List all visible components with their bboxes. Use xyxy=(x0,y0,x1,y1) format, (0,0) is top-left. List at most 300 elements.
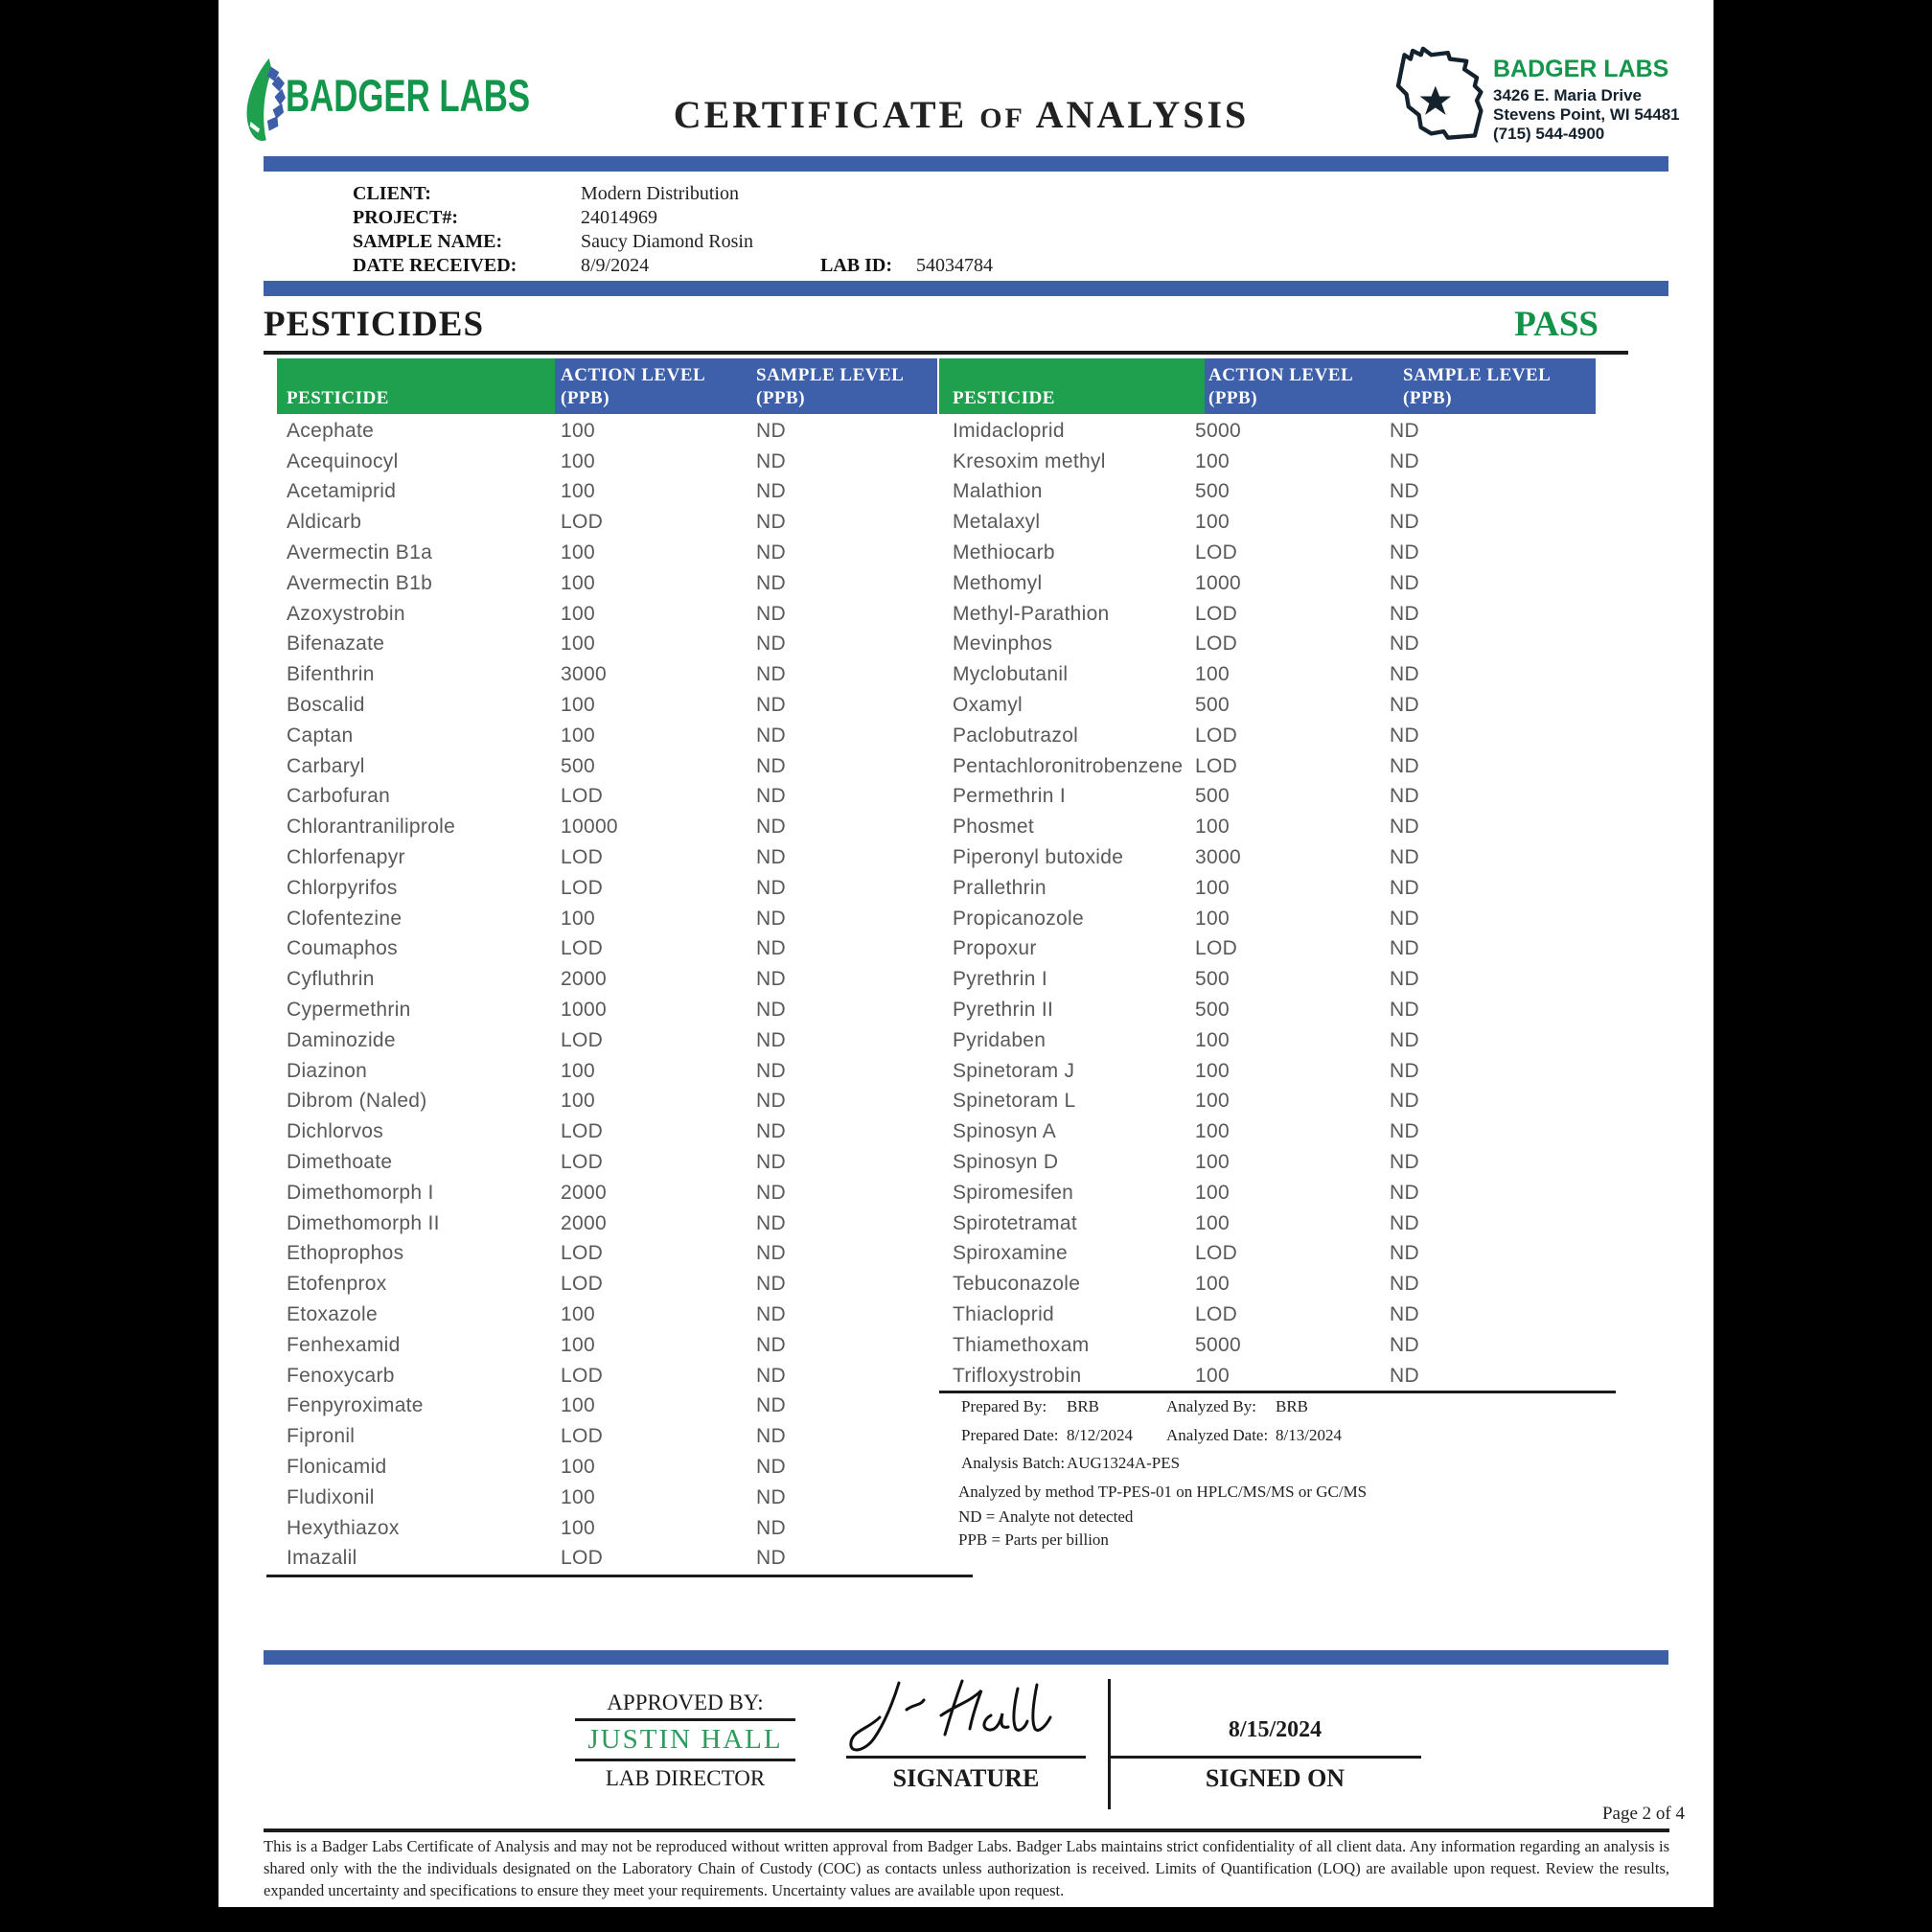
pesticide-name: Spinetoram J xyxy=(953,1059,1075,1082)
action-level-value: 2000 xyxy=(561,1211,607,1234)
table-row xyxy=(277,1330,937,1361)
action-level-value: 500 xyxy=(1195,480,1230,503)
sample-level-value: ND xyxy=(1390,999,1419,1022)
pesticide-name: Flonicamid xyxy=(287,1455,387,1478)
pesticide-name: Etofenprox xyxy=(287,1273,387,1296)
table-row xyxy=(939,630,1596,660)
pesticide-name: Spinosyn A xyxy=(953,1120,1057,1143)
signature-divider xyxy=(1108,1679,1111,1809)
table-row xyxy=(277,964,937,995)
table-row xyxy=(277,873,937,904)
pesticide-name: Methomyl xyxy=(953,571,1043,594)
sample-level-value: ND xyxy=(756,1516,786,1539)
sample-level-value: ND xyxy=(756,999,786,1022)
action-level-value: 500 xyxy=(1195,999,1230,1022)
action-level-value: 100 xyxy=(1195,1059,1230,1082)
analysis-batch-value: AUG1324A-PES xyxy=(1067,1454,1181,1472)
sample-level-value: ND xyxy=(1390,1028,1419,1051)
sample-level-value: ND xyxy=(1390,1211,1419,1234)
client-value: Modern Distribution xyxy=(581,183,739,204)
divider-bar-top xyxy=(264,156,1668,172)
pesticide-name: Fipronil xyxy=(287,1425,356,1448)
analyzed-date-value: 8/13/2024 xyxy=(1276,1426,1342,1444)
ppb-definition-note: PPB = Parts per billion xyxy=(958,1530,1109,1549)
pesticide-name: Fenoxycarb xyxy=(287,1364,395,1387)
table-row xyxy=(939,1116,1596,1147)
pesticide-name: Propicanozole xyxy=(953,907,1084,930)
pesticide-name: Trifloxystrobin xyxy=(953,1364,1082,1387)
pesticide-name: Fenpyroximate xyxy=(287,1394,424,1417)
action-level-value: 100 xyxy=(561,602,595,625)
prepared-date-value: 8/12/2024 xyxy=(1067,1426,1133,1444)
pesticide-name: Acequinocyl xyxy=(287,449,399,472)
table-row xyxy=(277,477,937,508)
sample-level-value: ND xyxy=(756,1028,786,1051)
action-level-value: 100 xyxy=(1195,511,1230,534)
action-level-value: LOD xyxy=(1195,1242,1238,1265)
sample-level-value: ND xyxy=(1390,602,1419,625)
divider-bar-client xyxy=(264,281,1668,296)
pesticide-name: Clofentezine xyxy=(287,907,402,930)
pesticide-name: Captan xyxy=(287,724,354,747)
action-level-value: 100 xyxy=(561,694,595,717)
sample-level-value: ND xyxy=(1390,1364,1419,1387)
table-row xyxy=(939,721,1596,751)
sample-level-value: ND xyxy=(1390,511,1419,534)
table-row xyxy=(277,1208,937,1239)
column-header-action-level xyxy=(561,364,705,410)
sample-name-value: Saucy Diamond Rosin xyxy=(581,231,753,252)
divider-bar-signature xyxy=(264,1650,1668,1665)
pesticide-name: Ethoprophos xyxy=(287,1242,404,1265)
table-row xyxy=(277,1421,937,1452)
action-level-value: 100 xyxy=(1195,876,1230,899)
signature-line xyxy=(846,1756,1086,1759)
table-row xyxy=(277,995,937,1025)
sample-level-value: ND xyxy=(756,724,786,747)
sample-level-value: ND xyxy=(1390,541,1419,564)
sample-name-label: SAMPLE NAME: xyxy=(353,231,503,252)
sample-level-value: ND xyxy=(756,1211,786,1234)
lab-address-line1: 3426 E. Maria Drive xyxy=(1493,86,1642,104)
sample-level-value: ND xyxy=(1390,907,1419,930)
method-note: Analyzed by method TP-PES-01 on HPLC/MS/MS or GC/MS xyxy=(958,1483,1368,1501)
table-row xyxy=(277,934,937,965)
action-level-value: 100 xyxy=(561,1485,595,1508)
nd-definition-note: ND = Analyte not detected xyxy=(958,1507,1134,1526)
action-level-value: 5000 xyxy=(1195,1333,1241,1356)
sample-level-value: ND xyxy=(1390,1333,1419,1356)
sample-level-value: ND xyxy=(1390,449,1419,472)
table-row xyxy=(277,1300,937,1330)
action-level-value: 3000 xyxy=(561,663,607,686)
client-label: CLIENT: xyxy=(353,183,431,204)
sample-level-value: ND xyxy=(756,1547,786,1570)
table-row xyxy=(277,1025,937,1056)
action-level-value: LOD xyxy=(561,1028,604,1051)
action-level-value: 500 xyxy=(1195,785,1230,808)
pesticide-name: Avermectin B1b xyxy=(287,571,433,594)
lab-phone: (715) 544-4900 xyxy=(1493,125,1605,143)
sample-level-value: ND xyxy=(756,419,786,442)
action-level-value: LOD xyxy=(561,876,604,899)
pesticide-name: Chlorfenapyr xyxy=(287,846,405,869)
sample-level-value: ND xyxy=(756,1090,786,1113)
action-level-value: 2000 xyxy=(561,1181,607,1204)
table-row xyxy=(939,1056,1596,1087)
table-row xyxy=(939,995,1596,1025)
sample-level-value: ND xyxy=(1390,754,1419,777)
pesticide-name: Dimethoate xyxy=(287,1151,393,1174)
action-level-unit: (PPB) xyxy=(561,388,610,408)
action-level-value: LOD xyxy=(561,937,604,960)
lab-address-line2: Stevens Point, WI 54481 xyxy=(1493,105,1680,124)
table-row xyxy=(277,1452,937,1483)
approver-name: JUSTIN HALL xyxy=(587,1724,783,1755)
pesticide-name: Azoxystrobin xyxy=(287,602,405,625)
lab-name: BADGER LABS xyxy=(1493,56,1669,82)
sample-level-value: ND xyxy=(1390,1303,1419,1325)
action-level-value: 100 xyxy=(561,1059,595,1082)
action-level-value: 100 xyxy=(561,907,595,930)
action-level-value: 100 xyxy=(561,480,595,503)
analysis-batch-label: Analysis Batch: xyxy=(961,1454,1066,1472)
disclaimer-text: This is a Badger Labs Certificate of Analysis and may not be reproduced without written approval from Badger Labs. Badger Labs maintains strict confidentiality of all client data. Any information regarding an analysis is shared only with the the individuals designated on the Laboratory Chain of Custody (COC) as contacts unless authorization is received. Limits of Quantification (LOQ) are available upon request. Review the results, expanded uncertainty and specifications to ensure they meet your requirements. Uncertainty values are available upon request. xyxy=(264,1837,1669,1900)
action-level-value: 100 xyxy=(561,419,595,442)
approved-by-label: APPROVED BY: xyxy=(607,1690,764,1714)
action-level-value: 100 xyxy=(1195,1090,1230,1113)
action-level-value: 100 xyxy=(1195,1028,1230,1051)
sample-level-value: ND xyxy=(756,846,786,869)
pesticide-name: Metalaxyl xyxy=(953,511,1041,534)
sample-level-value: ND xyxy=(756,1303,786,1325)
table-row xyxy=(939,1025,1596,1056)
table-row xyxy=(939,447,1596,477)
table-row xyxy=(939,751,1596,782)
sample-level-value: ND xyxy=(756,968,786,991)
sample-level-value: ND xyxy=(1390,1242,1419,1265)
action-level-value: 3000 xyxy=(1195,846,1241,869)
date-received-label: DATE RECEIVED: xyxy=(353,255,518,276)
pesticide-name: Etoxazole xyxy=(287,1303,378,1325)
pesticide-name: Spinetoram L xyxy=(953,1090,1076,1113)
action-level-value: 100 xyxy=(561,1516,595,1539)
approved-by-underline xyxy=(575,1718,795,1721)
action-level-value: 500 xyxy=(1195,968,1230,991)
pesticide-name: Imazalil xyxy=(287,1547,357,1570)
action-level-value: 100 xyxy=(1195,1211,1230,1234)
action-level-value: LOD xyxy=(561,1151,604,1174)
pesticide-name: Methyl-Parathion xyxy=(953,602,1110,625)
action-level-value: 100 xyxy=(561,1333,595,1356)
table-row xyxy=(939,568,1596,599)
table-row xyxy=(277,1269,937,1300)
sample-level-value: ND xyxy=(1390,694,1419,717)
pesticide-name: Avermectin B1a xyxy=(287,541,433,564)
lab-id-value: 54034784 xyxy=(916,255,993,276)
sample-level-value: ND xyxy=(1390,480,1419,503)
pesticide-name: Myclobutanil xyxy=(953,663,1069,686)
sample-level-value: ND xyxy=(1390,937,1419,960)
sample-level-value: ND xyxy=(1390,968,1419,991)
pesticide-name: Propoxur xyxy=(953,937,1037,960)
column-header-sample-level xyxy=(756,364,904,410)
table-row xyxy=(277,721,937,751)
pesticide-name: Hexythiazox xyxy=(287,1516,400,1539)
table-row xyxy=(939,1147,1596,1178)
action-level-value: LOD xyxy=(1195,724,1238,747)
signature-label: SIGNATURE xyxy=(892,1764,1040,1792)
sample-level-value: ND xyxy=(756,937,786,960)
table-row xyxy=(939,1239,1596,1270)
table-row xyxy=(939,599,1596,630)
column-header-action-level-2 xyxy=(1208,364,1353,410)
sample-level-value: ND xyxy=(1390,419,1419,442)
pesticide-name: Cypermethrin xyxy=(287,999,411,1022)
sample-level-value: ND xyxy=(1390,1181,1419,1204)
sample-level-value: ND xyxy=(1390,571,1419,594)
column-header-sample-level-2 xyxy=(1403,364,1551,410)
action-level-value: 100 xyxy=(1195,1151,1230,1174)
pesticide-name: Diazinon xyxy=(287,1059,368,1082)
document-page xyxy=(218,0,1714,1907)
action-level-value: 100 xyxy=(561,724,595,747)
project-value: 24014969 xyxy=(581,207,657,228)
action-level-value: 100 xyxy=(561,632,595,656)
handwritten-signature xyxy=(840,1671,1089,1760)
date-received-value: 8/9/2024 xyxy=(581,255,650,276)
action-level-value: LOD xyxy=(561,1242,604,1265)
sample-level-value: ND xyxy=(1390,846,1419,869)
pesticide-name: Daminozide xyxy=(287,1028,396,1051)
action-level-line1: ACTION LEVEL xyxy=(561,365,706,385)
sample-level-value: ND xyxy=(756,632,786,656)
pesticide-name: Methiocarb xyxy=(953,541,1055,564)
sample-level-value: ND xyxy=(756,511,786,534)
table-row xyxy=(939,477,1596,508)
pesticide-name: Coumaphos xyxy=(287,937,398,960)
table-row xyxy=(277,599,937,630)
table-row xyxy=(939,1087,1596,1117)
action-level-value: 2000 xyxy=(561,968,607,991)
pesticide-name: Thiacloprid xyxy=(953,1303,1055,1325)
pesticide-name: Dimethomorph II xyxy=(287,1211,440,1234)
sample-level-value: ND xyxy=(1390,663,1419,686)
analysis-notes-block xyxy=(939,1395,1616,1558)
action-level-value: LOD xyxy=(1195,602,1238,625)
action-level-value: LOD xyxy=(561,846,604,869)
pesticide-name: Prallethrin xyxy=(953,876,1046,899)
table-row xyxy=(277,1178,937,1208)
sample-level-value: ND xyxy=(756,754,786,777)
pesticide-name: Oxamyl xyxy=(953,694,1023,717)
table-row xyxy=(277,568,937,599)
footer-rule xyxy=(264,1828,1669,1832)
prepared-by-value: BRB xyxy=(1067,1397,1100,1415)
sample-level-unit: (PPB) xyxy=(756,388,806,408)
title-certificate: CERTIFICATE xyxy=(673,93,968,136)
table-row xyxy=(939,842,1596,873)
action-level-line1: ACTION LEVEL xyxy=(1208,365,1354,385)
action-level-value: 100 xyxy=(1195,449,1230,472)
pesticide-name: Fenhexamid xyxy=(287,1333,401,1356)
sample-level-value: ND xyxy=(756,480,786,503)
table-row xyxy=(939,1178,1596,1208)
pesticide-name: Acephate xyxy=(287,419,375,442)
table-row xyxy=(277,1056,937,1087)
table-row xyxy=(277,630,937,660)
sample-level-value: ND xyxy=(756,449,786,472)
action-level-value: LOD xyxy=(561,1364,604,1387)
sample-level-value: ND xyxy=(756,876,786,899)
pesticide-name: Acetamiprid xyxy=(287,480,397,503)
prepared-by-label: Prepared By: xyxy=(961,1397,1047,1415)
pesticide-name: Aldicarb xyxy=(287,511,362,534)
column-header-pesticide-2: PESTICIDE xyxy=(953,388,1055,408)
right-table-bottom-rule xyxy=(939,1391,1616,1393)
pesticide-name: Tebuconazole xyxy=(953,1273,1081,1296)
table-row xyxy=(277,1483,937,1513)
table-row xyxy=(277,812,937,842)
action-level-value: LOD xyxy=(561,1273,604,1296)
table-row xyxy=(939,1269,1596,1300)
pesticide-name: Paclobutrazol xyxy=(953,724,1079,747)
section-underline xyxy=(264,351,1628,355)
sample-level-value: ND xyxy=(756,1273,786,1296)
pesticide-name: Bifenthrin xyxy=(287,663,375,686)
sample-level-value: ND xyxy=(756,907,786,930)
table-row xyxy=(277,1239,937,1270)
action-level-value: LOD xyxy=(1195,632,1238,656)
sample-level-unit: (PPB) xyxy=(1403,388,1453,408)
lab-id-label: LAB ID: xyxy=(820,255,893,276)
sample-level-value: ND xyxy=(1390,876,1419,899)
table-row xyxy=(277,1087,937,1117)
sample-level-value: ND xyxy=(1390,785,1419,808)
sample-level-value: ND xyxy=(756,1333,786,1356)
action-level-value: 100 xyxy=(561,571,595,594)
action-level-value: 100 xyxy=(1195,907,1230,930)
table-row xyxy=(939,812,1596,842)
sample-level-value: ND xyxy=(756,1120,786,1143)
sample-level-value: ND xyxy=(1390,816,1419,839)
pesticide-name: Pyridaben xyxy=(953,1028,1046,1051)
sample-level-value: ND xyxy=(756,694,786,717)
sample-level-value: ND xyxy=(756,816,786,839)
pesticide-name: Chlorantraniliprole xyxy=(287,816,456,839)
action-level-unit: (PPB) xyxy=(1208,388,1258,408)
table-row xyxy=(277,904,937,934)
table-row xyxy=(939,416,1596,447)
action-level-value: LOD xyxy=(561,1120,604,1143)
pass-status-badge: PASS xyxy=(1514,305,1598,344)
table-row xyxy=(939,1300,1596,1330)
pesticide-name: Chlorpyrifos xyxy=(287,876,398,899)
table-row xyxy=(939,782,1596,813)
action-level-value: 100 xyxy=(1195,816,1230,839)
badger-labs-leaf-logo-icon xyxy=(242,56,286,144)
section-title: PESTICIDES xyxy=(264,305,485,344)
page-title xyxy=(640,92,1282,137)
pesticide-name: Phosmet xyxy=(953,816,1034,839)
sample-level-value: ND xyxy=(756,1242,786,1265)
column-header-pesticide: PESTICIDE xyxy=(287,388,389,408)
pesticide-name: Dimethomorph I xyxy=(287,1181,434,1204)
action-level-value: LOD xyxy=(1195,754,1238,777)
pesticide-table-right xyxy=(939,416,1596,1392)
sample-level-value: ND xyxy=(756,571,786,594)
table-row xyxy=(939,934,1596,965)
table-row xyxy=(939,964,1596,995)
pesticide-name: Bifenazate xyxy=(287,632,385,656)
sample-level-value: ND xyxy=(1390,1151,1419,1174)
sample-level-value: ND xyxy=(756,1394,786,1417)
pesticide-name: Boscalid xyxy=(287,694,365,717)
action-level-value: LOD xyxy=(1195,541,1238,564)
pesticide-name: Spirotetramat xyxy=(953,1211,1077,1234)
action-level-value: 1000 xyxy=(1195,571,1241,594)
signed-on-date: 8/15/2024 xyxy=(1228,1717,1322,1742)
action-level-value: 100 xyxy=(1195,663,1230,686)
analyzed-date-label: Analyzed Date: xyxy=(1166,1426,1269,1444)
sample-level-value: ND xyxy=(1390,1273,1419,1296)
title-analysis: ANALYSIS xyxy=(1035,93,1250,136)
sample-level-value: ND xyxy=(1390,1059,1419,1082)
table-row xyxy=(277,690,937,721)
sample-level-line1: SAMPLE LEVEL xyxy=(1403,365,1552,385)
left-table-bottom-rule xyxy=(266,1575,973,1577)
action-level-value: 500 xyxy=(561,754,595,777)
action-level-value: LOD xyxy=(1195,937,1238,960)
pesticide-name: Kresoxim methyl xyxy=(953,449,1106,472)
signed-on-label: SIGNED ON xyxy=(1205,1764,1346,1792)
action-level-value: 100 xyxy=(561,1303,595,1325)
action-level-value: 5000 xyxy=(1195,419,1241,442)
table-row xyxy=(277,751,937,782)
pesticide-name: Thiamethoxam xyxy=(953,1333,1090,1356)
pesticide-name: Piperonyl butoxide xyxy=(953,846,1124,869)
pesticide-table-left xyxy=(277,416,937,1574)
logo-wordmark: BADGER LABS xyxy=(286,70,531,121)
sample-level-value: ND xyxy=(756,541,786,564)
page-number: Page 2 of 4 xyxy=(1601,1804,1685,1824)
pesticide-name: Spiroxamine xyxy=(953,1242,1069,1265)
action-level-value: 100 xyxy=(1195,1120,1230,1143)
table-row xyxy=(939,690,1596,721)
table-row xyxy=(277,447,937,477)
pesticide-name: Fludixonil xyxy=(287,1485,375,1508)
wisconsin-map-icon xyxy=(1386,42,1489,151)
table-row xyxy=(277,507,937,538)
table-row xyxy=(939,1208,1596,1239)
action-level-value: LOD xyxy=(561,1547,604,1570)
sample-level-value: ND xyxy=(756,602,786,625)
pesticide-name: Carbaryl xyxy=(287,754,365,777)
sample-level-value: ND xyxy=(756,663,786,686)
pesticide-name: Spinosyn D xyxy=(953,1151,1059,1174)
action-level-value: 1000 xyxy=(561,999,607,1022)
sample-level-value: ND xyxy=(1390,724,1419,747)
pesticide-name: Pyrethrin II xyxy=(953,999,1054,1022)
table-row xyxy=(277,1513,937,1544)
sample-level-value: ND xyxy=(756,785,786,808)
pesticide-name: Dichlorvos xyxy=(287,1120,384,1143)
action-level-value: 10000 xyxy=(561,816,618,839)
table-row xyxy=(277,782,937,813)
sample-level-value: ND xyxy=(756,1455,786,1478)
approver-title: LAB DIRECTOR xyxy=(605,1766,766,1790)
action-level-value: 100 xyxy=(1195,1364,1230,1387)
